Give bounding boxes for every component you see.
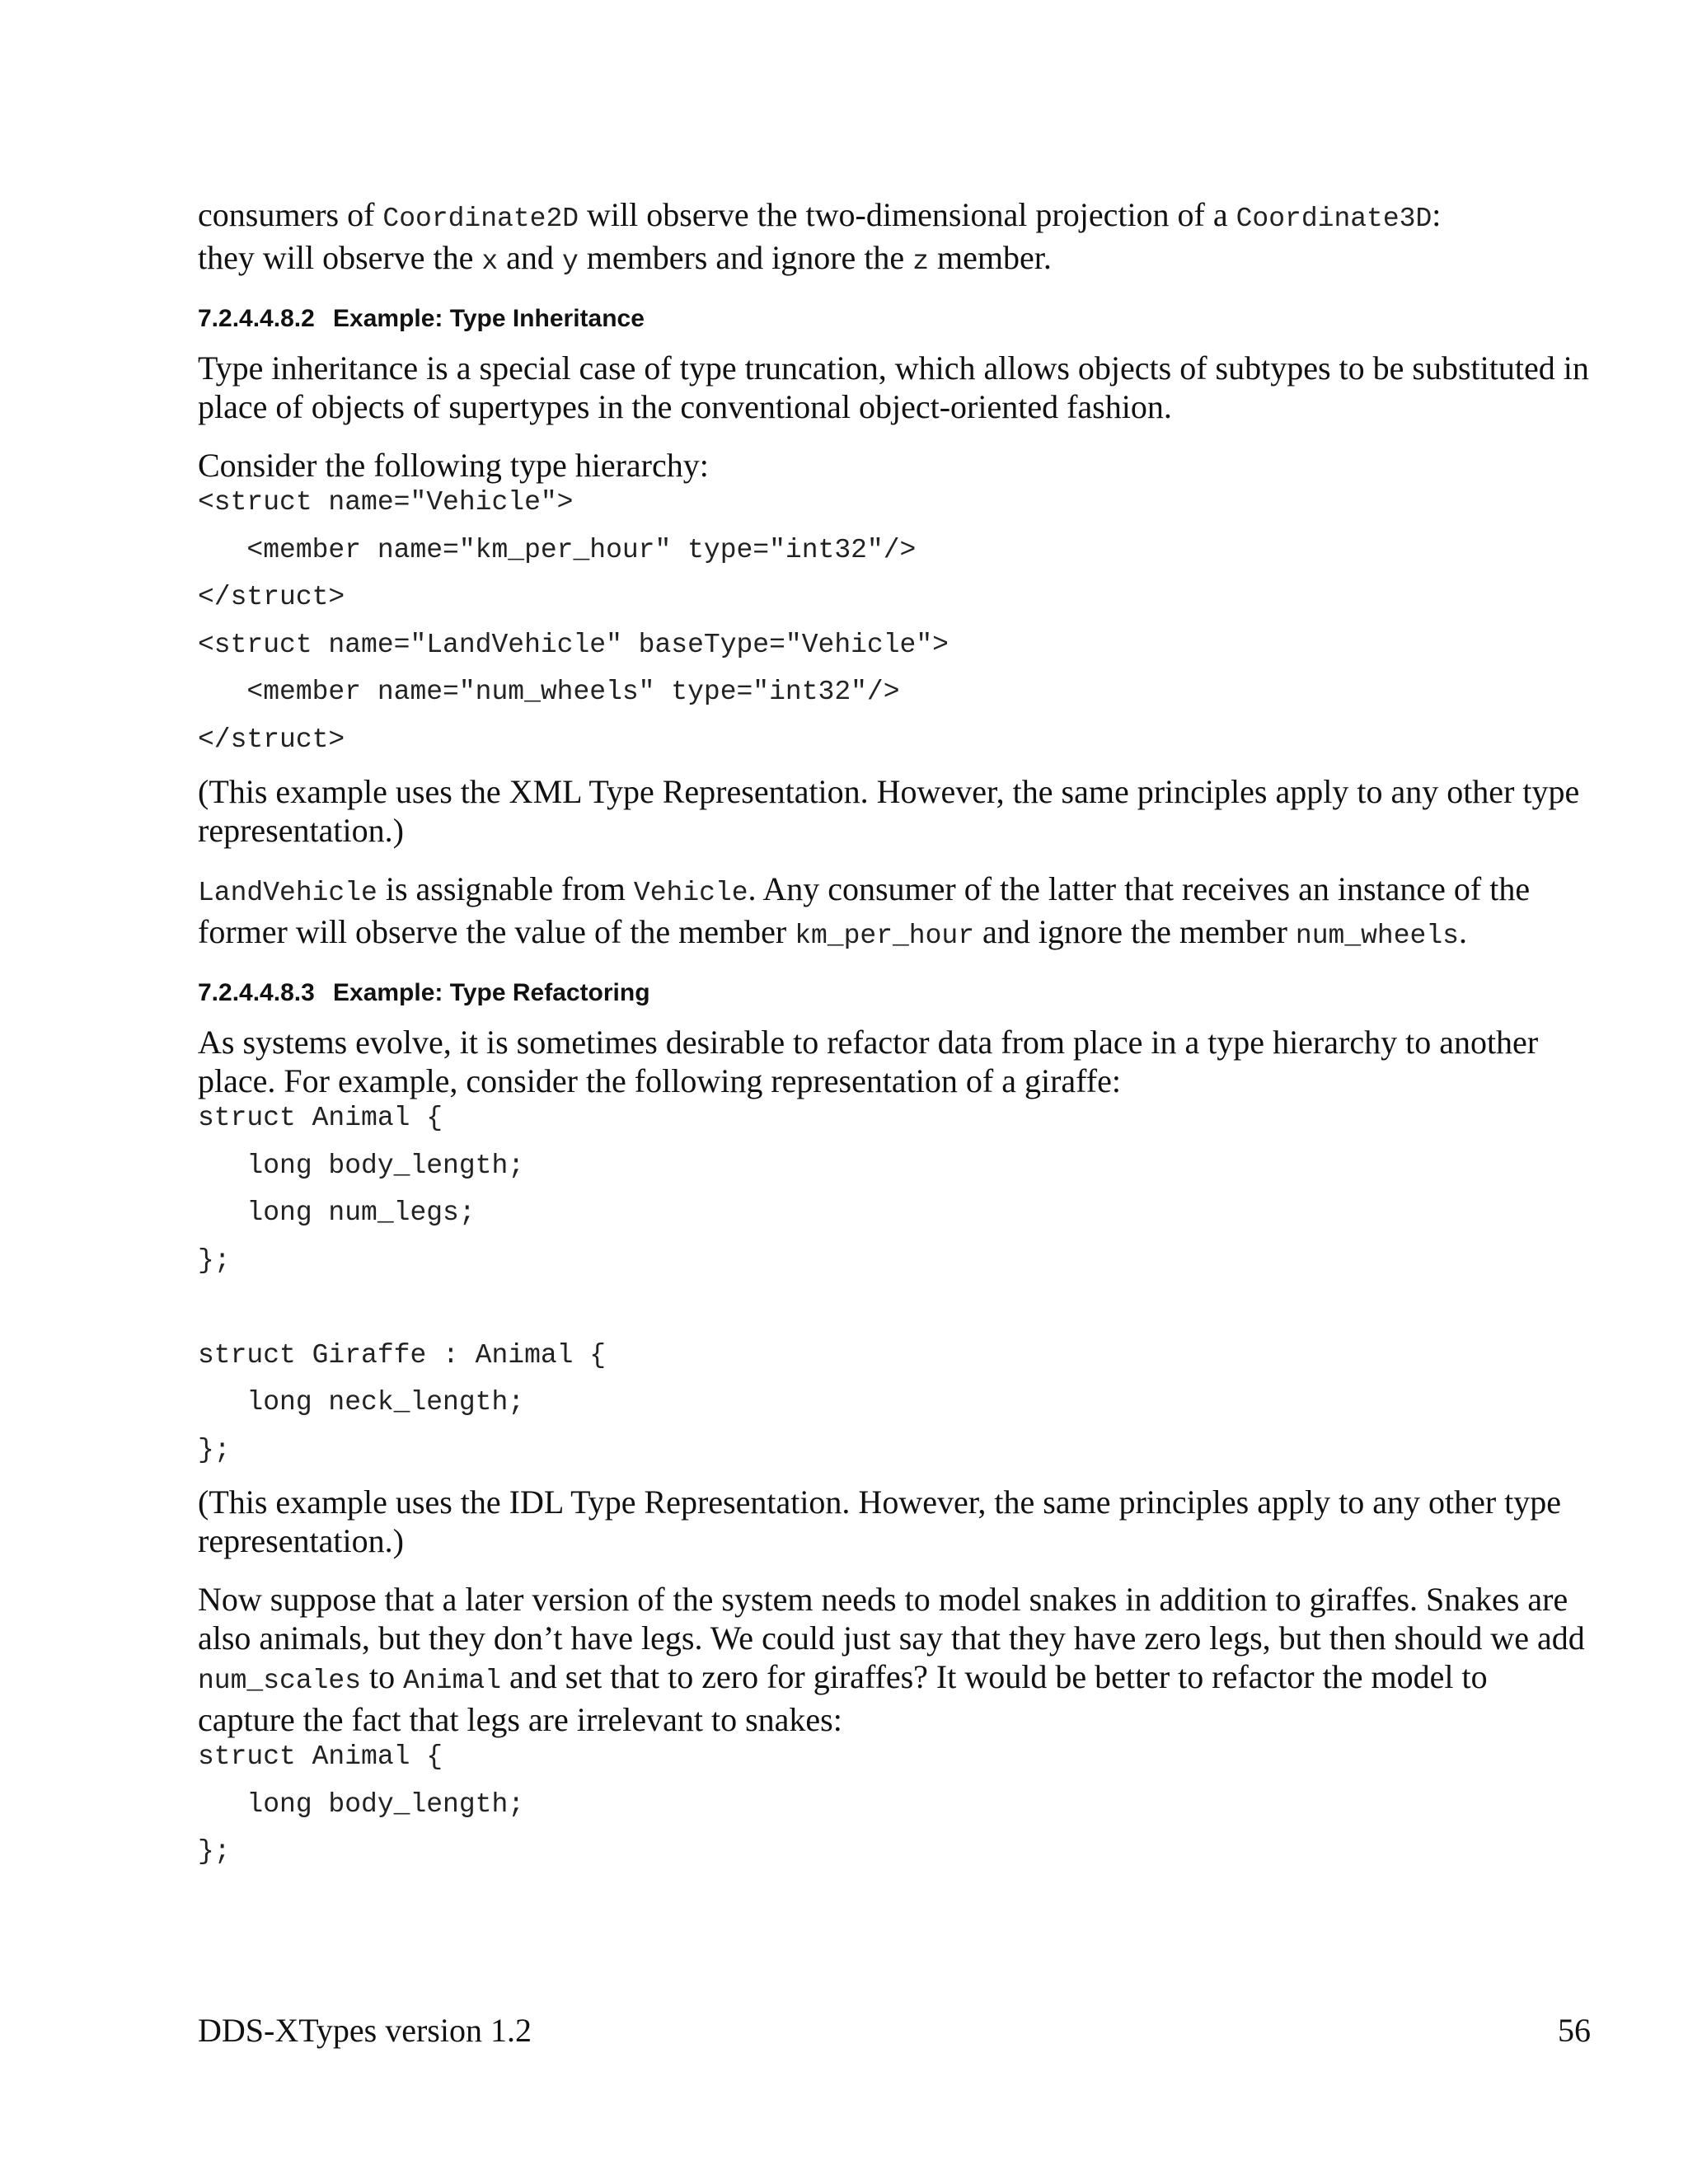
intro-text: members and ignore the <box>578 239 913 276</box>
section-title: Example: Type Refactoring <box>333 979 650 1006</box>
inline-code: Animal <box>403 1666 501 1696</box>
code-line: long body_length; <box>198 1150 525 1181</box>
footer-doc-title: DDS-XTypes version 1.2 <box>198 2012 532 2049</box>
paragraph <box>198 1580 1591 1739</box>
code-block-idl-refactored <box>198 1741 1591 1883</box>
code-line: }; <box>198 1836 231 1867</box>
code-line: long num_legs; <box>198 1197 476 1228</box>
code-line: long body_length; <box>198 1788 525 1820</box>
paragraph: (This example uses the XML Type Representation. However, the same principles apply to any other type representation.) <box>198 773 1580 849</box>
inline-code: y <box>561 246 579 277</box>
inline-code: z <box>912 246 929 277</box>
page-footer <box>198 2011 1591 2050</box>
paragraph <box>198 869 1591 955</box>
paragraph: Consider the following type hierarchy: <box>198 447 709 484</box>
code-line: </struct> <box>198 582 345 612</box>
inline-code: num_scales <box>198 1666 362 1696</box>
inline-code: LandVehicle <box>198 878 377 908</box>
code-line: <member name="num_wheels" type="int32"/> <box>198 677 900 707</box>
code-line <box>198 1291 1591 1339</box>
inline-code: num_wheels <box>1295 921 1459 951</box>
text: is assignable from <box>377 870 634 907</box>
inline-code: Vehicle <box>633 878 748 908</box>
document-page <box>198 190 1591 1883</box>
inline-code: km_per_hour <box>795 921 975 951</box>
text: . Any consumer of the latter that receives an instance of the former will observe the value of the member <box>198 870 1531 950</box>
intro-text: : <box>1432 196 1442 233</box>
text: and set that to zero for giraffes? It would be better to refactor the model to capture the fact that legs are irrelevant to snakes: <box>198 1658 1488 1738</box>
text: and ignore the member <box>974 913 1296 950</box>
section-heading-refactoring <box>198 978 1591 1008</box>
inline-code: x <box>481 246 499 277</box>
code-line: }; <box>198 1434 231 1465</box>
code-line: </struct> <box>198 724 345 755</box>
paragraph: As systems evolve, it is sometimes desirable to refactor data from place in a type hierarchy to another place. For example, consider the following representation of a giraffe: <box>198 1024 1539 1099</box>
section-number: 7.2.4.4.8.3 <box>198 979 315 1006</box>
code-line: struct Giraffe : Animal { <box>198 1339 607 1371</box>
code-line: struct Animal { <box>198 1103 443 1133</box>
intro-text: will observe the two-dimensional projection of a <box>579 196 1236 233</box>
code-line: <struct name="LandVehicle" baseType="Vehicle"> <box>198 629 949 660</box>
text: . <box>1458 913 1467 950</box>
section-title: Example: Type Inheritance <box>333 305 645 332</box>
code-line: <member name="km_per_hour" type="int32"/> <box>198 534 917 565</box>
text: Now suppose that a later version of the system needs to model snakes in addition to giraffes. Snakes are also animals, but they don’t have legs. We could just say that they have zero legs, but then should we add <box>198 1581 1585 1657</box>
code-line: struct Animal { <box>198 1741 443 1772</box>
code-line: }; <box>198 1244 231 1276</box>
intro-text: they will observe the <box>198 239 482 276</box>
inline-code: Coordinate2D <box>382 204 579 234</box>
intro-text: consumers of <box>198 196 383 233</box>
intro-text: and <box>498 239 562 276</box>
code-line: <struct name="Vehicle"> <box>198 487 574 518</box>
section-heading-inheritance <box>198 304 1591 334</box>
code-block-idl <box>198 1102 1591 1481</box>
paragraph: Type inheritance is a special case of type truncation, which allows objects of subtypes to be substituted in place of objects of supertypes in the conventional object-oriented fashion. <box>198 349 1589 425</box>
intro-paragraph <box>198 195 1591 281</box>
section-number: 7.2.4.4.8.2 <box>198 305 315 332</box>
text: to <box>361 1658 404 1695</box>
code-line: long neck_length; <box>198 1387 525 1418</box>
code-block-xml <box>198 486 1591 771</box>
footer-page-number: 56 <box>1558 2012 1591 2049</box>
inline-code: Coordinate3D <box>1236 204 1432 234</box>
intro-text: member. <box>929 239 1052 276</box>
paragraph: (This example uses the IDL Type Representation. However, the same principles apply to any other type representation.) <box>198 1483 1562 1559</box>
